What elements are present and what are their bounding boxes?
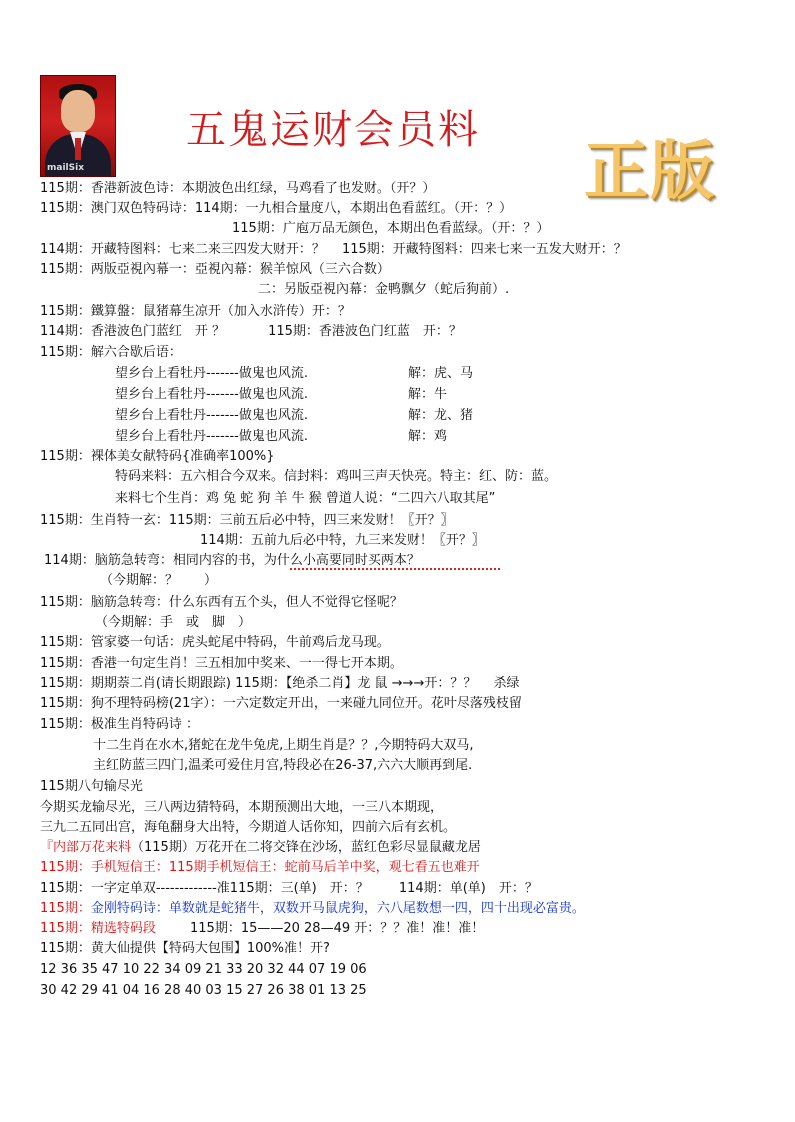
number-row: 12 36 35 47 10 22 34 09 21 33 20 32 44 07 19 06 <box>40 962 367 977</box>
text-line: 114期：香港波色门蓝红 开 ？ 115期：香港波色门红蓝 开：？ <box>40 324 462 339</box>
riddle-answer: 解：牛 <box>408 387 448 402</box>
author-photo <box>40 75 116 177</box>
text-line: 115期八句输尽光 <box>40 779 143 794</box>
text-line <box>40 920 156 938</box>
text-line: 三九二五同出宫，海龟翻身大出特，今期道人话你知，四前六后有玄机。 <box>40 820 457 835</box>
riddle-answer: 解：龙、猪 <box>408 408 474 423</box>
text-line: 115期：黄大仙提供【特码大包围】100%准！开? <box>40 941 330 956</box>
text-line: 115期：狗不理特码榜(21字）：一六定数定开出，一来碰九同位开。花叶尽落残枝留 <box>40 696 522 711</box>
period-label: 115期： <box>40 901 91 916</box>
text-line: 115期：鐵算盤：鼠猪幕生凉开（加入水浒传）开：？ <box>40 304 351 319</box>
text-line: 115期：广庖万品无颜色，本期出色看蓝绿。（开：？） <box>232 221 550 236</box>
text-line: 114期：脑筋急转弯：相同内容的书，为什么小高要同时买两本？ <box>44 553 420 568</box>
text-line: 115期：裸体美女献特码{准确率100%} <box>40 449 275 464</box>
photo-watermark: mailSix <box>47 163 84 173</box>
text-line: 二：另版亞視內幕：金鸭飘夕（蛇后狗前）. <box>258 282 510 297</box>
text-line: 115期：一字定单双-------------准115期：三(单) 开：？ 114期：单(单) 开：？ <box>40 881 538 896</box>
text-line: 115期：极准生肖特码诗 ： <box>40 717 199 732</box>
red-dotted-underline <box>290 568 500 570</box>
text-line: 115期：生肖特一玄：115期：三前五后必中特，四三来发财！〖开？〗 <box>40 513 454 528</box>
selected-range-label: 精选特码段 <box>90 921 156 936</box>
jingang-poem: 金刚特码诗：单数就是蛇猪牛，双数开马鼠虎狗，六八尾数想一四，四十出现必富贵。 <box>90 901 585 916</box>
text-line: 114期：开藏特图料：七来二来三四发大财开：？ 115期：开藏特图料：四来七来一五发大财开：？ <box>40 242 627 257</box>
riddle-line: 望乡台上看牡丹-------做鬼也风流. <box>115 387 308 402</box>
text-line: 115期：香港一句定生肖！三五相加中奖来、一一得七开本期。 <box>40 656 403 671</box>
poem-line: 十二生肖在水木,猪蛇在龙牛兔虎,上期生肖是？？,今期特码大双马, <box>93 738 474 753</box>
text-line: 115期：两版亞視內幕一：亞視內幕：猴羊惊风（三六合数） <box>40 262 390 277</box>
riddle-answer: 解：虎、马 <box>408 366 474 381</box>
number-row: 30 42 29 41 04 16 28 40 03 15 27 26 38 01 13 25 <box>40 983 367 998</box>
riddle-line: 望乡台上看牡丹-------做鬼也风流. <box>115 366 308 381</box>
period-label: 115期： <box>40 921 91 936</box>
internal-source-text: （115期）万花开在二将交锋在沙场，蓝红色彩尽显鼠藏龙居 <box>131 840 481 855</box>
text-line: 115期：期期萘二肖(请长期跟踪) 115期：【绝杀二肖】龙 鼠 →→→开：？？ 杀绿 <box>40 676 520 691</box>
text-line: 特码来料：五六相合今双来。信封料：鸡叫三声天快亮。特主：红、防：蓝。 <box>115 469 558 484</box>
photo-tie <box>75 138 81 160</box>
text-line: 115期：15——20 28—49 开：？？准！准！准！ <box>190 921 485 936</box>
genuine-badge: 正版 <box>584 135 716 209</box>
text-line: 115期：澳门双色特码诗：114期：一九相合量度八，本期出色看蓝红。（开：？） <box>40 201 513 216</box>
text-line: （今期解：手 或 脚 ） <box>95 615 252 630</box>
riddle-line: 望乡台上看牡丹-------做鬼也风流. <box>115 429 308 444</box>
poem-line: 主红防蓝三四门,温柔可爱住月宫,特段必在26-37,六六大顺再到尾. <box>93 758 473 773</box>
text-line: 115期：脑筋急转弯：什么东西有五个头，但人不觉得它怪呢？ <box>40 595 403 610</box>
riddle-answer: 解：鸡 <box>408 429 448 444</box>
text-line: 115期：香港新波色诗：本期波色出红绿，马鸡看了也发财。（开？） <box>40 181 436 196</box>
text-line: 115期：解六合歇后语： <box>40 345 182 360</box>
internal-source-label: 『内部万花来料 <box>40 840 132 855</box>
text-line: 114期：五前九后必中特，九三来发财！〖开？〗 <box>200 533 485 548</box>
photo-face <box>61 90 95 132</box>
riddle-line: 望乡台上看牡丹-------做鬼也风流. <box>115 408 308 423</box>
text-line: 来料七个生肖：鸡 兔 蛇 狗 羊 牛 猴 曾道人说：“二四六八取其尾” <box>115 491 496 506</box>
text-line: 115期：手机短信王：115期手机短信王：蛇前马后羊中奖，观七看五也难开 <box>40 860 480 875</box>
text-line: 115期：管家婆一句话：虎头蛇尾中特码，牛前鸡后龙马现。 <box>40 635 390 650</box>
page-title: 五鬼运财会员料 <box>186 107 480 153</box>
text-line <box>40 900 585 918</box>
text-line: （今期解：？ ） <box>100 573 218 588</box>
text-line <box>40 839 481 857</box>
text-line: 今期买龙输尽光，三八两边猜特码，本期预测出大地，一三八本期现， <box>40 800 444 815</box>
